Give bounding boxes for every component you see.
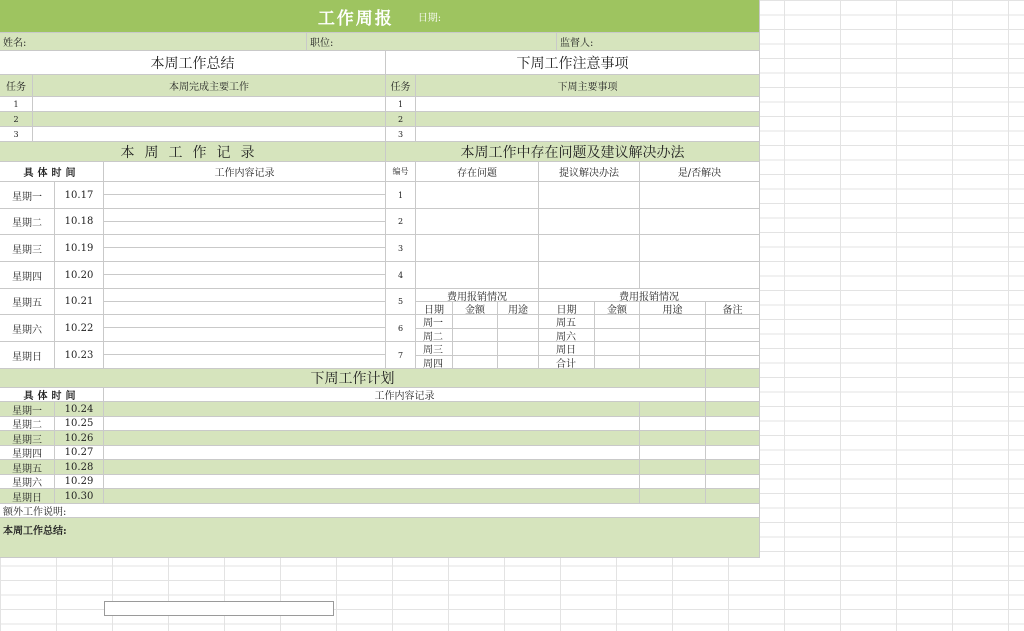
- plan-date: 10.24: [55, 402, 104, 417]
- issue-num-label: 编号: [386, 162, 416, 182]
- issue-problem-cell[interactable]: [416, 182, 539, 209]
- expense-cell[interactable]: [595, 329, 640, 342]
- plan-side-cell[interactable]: [706, 417, 760, 431]
- issue-num: 2: [386, 209, 416, 235]
- record-day: 星期五: [0, 289, 55, 315]
- plan-day: 星期四: [0, 446, 55, 460]
- record-date: 10.20: [55, 262, 104, 289]
- issue-problem-cell[interactable]: [416, 262, 539, 289]
- expense-cell[interactable]: [706, 342, 760, 356]
- next-week-notes-heading: 下周工作注意事项: [386, 51, 760, 75]
- week-summary-label: 本周工作总结:: [3, 526, 67, 537]
- issue-suggest-cell[interactable]: [539, 209, 640, 235]
- plan-day: 星期三: [0, 431, 55, 446]
- week-record-heading: 本周工作记录: [0, 142, 386, 162]
- task-label-left: 任务: [0, 75, 33, 97]
- plan-time-label: 具体时间: [0, 388, 104, 402]
- record-content-label: 工作内容记录: [104, 162, 386, 182]
- extra-work-note[interactable]: [0, 504, 760, 518]
- plan-side-cell[interactable]: [706, 475, 760, 489]
- issue-suggest-cell[interactable]: [539, 182, 640, 209]
- plan-extra-cell[interactable]: [640, 417, 706, 431]
- expense-cell[interactable]: [498, 342, 539, 356]
- expense-cell[interactable]: [595, 342, 640, 356]
- task-cell[interactable]: [416, 112, 760, 127]
- plan-content-cell[interactable]: [104, 460, 640, 475]
- record-content-cell[interactable]: [104, 222, 386, 235]
- expense-cell[interactable]: [640, 329, 706, 342]
- plan-date: 10.25: [55, 417, 104, 431]
- expense-cell[interactable]: [498, 315, 539, 329]
- record-date: 10.19: [55, 235, 104, 262]
- plan-heading-side: [706, 369, 760, 388]
- issue-suggest-cell[interactable]: [539, 235, 640, 262]
- record-date: 10.22: [55, 315, 104, 342]
- issue-resolved-cell[interactable]: [640, 182, 760, 209]
- date-label: 日期:: [417, 12, 442, 24]
- supervisor-label: 监督人:: [560, 38, 594, 49]
- expense-cell[interactable]: [453, 342, 498, 356]
- plan-side-cell[interactable]: [706, 460, 760, 475]
- task-num: 3: [386, 127, 416, 142]
- expense-use-label: 用途: [498, 302, 539, 315]
- plan-day: 星期二: [0, 417, 55, 431]
- record-day: 星期一: [0, 182, 55, 209]
- expense-cell[interactable]: [706, 356, 760, 369]
- record-day: 星期日: [0, 342, 55, 369]
- expense-cell[interactable]: [706, 315, 760, 329]
- record-date: 10.21: [55, 289, 104, 315]
- issue-num: 3: [386, 235, 416, 262]
- task-cell[interactable]: [33, 112, 386, 127]
- issue-suggest-label: 提议解决办法: [539, 162, 640, 182]
- expense-date-label: 日期: [539, 302, 595, 315]
- plan-content-cell[interactable]: [104, 402, 640, 417]
- record-day: 星期二: [0, 209, 55, 235]
- expense-cell[interactable]: [453, 329, 498, 342]
- week-main-work-label: 本周完成主要工作: [33, 75, 386, 97]
- expense-amount-label: 金额: [453, 302, 498, 315]
- expense-day: 周二: [416, 329, 453, 342]
- expense-day: 周五: [539, 315, 595, 329]
- plan-side-cell[interactable]: [706, 402, 760, 417]
- record-content-cell[interactable]: [104, 315, 386, 328]
- expense-total-label: 合计: [539, 356, 595, 369]
- expense-cell[interactable]: [453, 315, 498, 329]
- issue-num: 5: [386, 289, 416, 315]
- plan-day: 星期六: [0, 475, 55, 489]
- task-num: 1: [386, 97, 416, 112]
- task-num: 3: [0, 127, 33, 142]
- expense-date-label: 日期: [416, 302, 453, 315]
- plan-side-cell[interactable]: [706, 431, 760, 446]
- plan-date: 10.28: [55, 460, 104, 475]
- plan-extra-cell[interactable]: [640, 475, 706, 489]
- week-summary-heading: 本周工作总结: [0, 51, 386, 75]
- record-content-cell[interactable]: [104, 328, 386, 342]
- record-content-cell[interactable]: [104, 209, 386, 222]
- expense-day: 周日: [539, 342, 595, 356]
- plan-day: 星期五: [0, 460, 55, 475]
- name-label: 姓名:: [3, 38, 27, 49]
- record-time-label: 具体时间: [0, 162, 104, 182]
- plan-date: 10.27: [55, 446, 104, 460]
- record-date: 10.18: [55, 209, 104, 235]
- issue-resolved-cell[interactable]: [640, 209, 760, 235]
- expense-cell[interactable]: [453, 356, 498, 369]
- record-content-cell[interactable]: [104, 289, 386, 302]
- issue-num: 1: [386, 182, 416, 209]
- next-week-plan-heading: 下周工作计划: [0, 369, 706, 388]
- expense-note-label: 备注: [706, 302, 760, 315]
- page-title: 工作周报: [317, 8, 394, 29]
- issue-resolved-label: 是/否解决: [640, 162, 760, 182]
- task-cell[interactable]: [416, 127, 760, 142]
- plan-side-cell[interactable]: [706, 446, 760, 460]
- record-content-cell[interactable]: [104, 342, 386, 355]
- issue-resolved-cell[interactable]: [640, 235, 760, 262]
- plan-date: 10.26: [55, 431, 104, 446]
- expense-cell[interactable]: [706, 329, 760, 342]
- plan-content-cell[interactable]: [104, 446, 640, 460]
- plan-content-cell[interactable]: [104, 489, 640, 504]
- plan-day: 星期一: [0, 402, 55, 417]
- record-content-cell[interactable]: [104, 195, 386, 209]
- issue-suggest-cell[interactable]: [539, 262, 640, 289]
- record-content-cell[interactable]: [104, 355, 386, 369]
- expense-cell[interactable]: [498, 356, 539, 369]
- task-cell[interactable]: [416, 97, 760, 112]
- plan-extra-cell[interactable]: [640, 446, 706, 460]
- plan-content-cell[interactable]: [104, 431, 640, 446]
- issue-problem-cell[interactable]: [416, 235, 539, 262]
- expense-cell[interactable]: [595, 315, 640, 329]
- record-day: 星期六: [0, 315, 55, 342]
- plan-content-cell[interactable]: [104, 417, 640, 431]
- record-date: 10.17: [55, 182, 104, 209]
- expense-title-right: 费用报销情况: [539, 289, 760, 302]
- plan-side-cell[interactable]: [706, 388, 760, 402]
- task-cell[interactable]: [33, 97, 386, 112]
- record-content-cell[interactable]: [104, 248, 386, 262]
- expense-title-left: 费用报销情况: [416, 289, 539, 302]
- issue-resolved-cell[interactable]: [640, 262, 760, 289]
- task-label-right: 任务: [386, 75, 416, 97]
- plan-extra-cell[interactable]: [640, 402, 706, 417]
- record-content-cell[interactable]: [104, 262, 386, 275]
- issue-num: 6: [386, 315, 416, 342]
- plan-extra-cell[interactable]: [640, 431, 706, 446]
- expense-day: 周四: [416, 356, 453, 369]
- position-label: 职位:: [310, 38, 334, 49]
- record-content-cell[interactable]: [104, 182, 386, 195]
- name-field[interactable]: [0, 33, 307, 51]
- record-date: 10.23: [55, 342, 104, 369]
- issue-problem-cell[interactable]: [416, 209, 539, 235]
- plan-day: 星期日: [0, 489, 55, 504]
- expense-cell[interactable]: [640, 356, 706, 369]
- plan-extra-cell[interactable]: [640, 489, 706, 504]
- record-content-cell[interactable]: [104, 235, 386, 248]
- title-band: [0, 0, 760, 33]
- issue-problem-label: 存在问题: [416, 162, 539, 182]
- task-cell[interactable]: [33, 127, 386, 142]
- supervisor-field[interactable]: [557, 33, 760, 51]
- plan-content-label: 工作内容记录: [104, 388, 706, 402]
- expense-cell[interactable]: [640, 342, 706, 356]
- task-num: 2: [386, 112, 416, 127]
- record-content-cell[interactable]: [104, 302, 386, 315]
- expense-cell[interactable]: [595, 356, 640, 369]
- issue-num: 7: [386, 342, 416, 369]
- expense-cell[interactable]: [498, 329, 539, 342]
- issues-heading: 本周工作中存在问题及建议解决办法: [386, 142, 760, 162]
- plan-side-cell[interactable]: [706, 489, 760, 504]
- week-summary-box[interactable]: [0, 518, 760, 558]
- expense-use-label: 用途: [640, 302, 706, 315]
- record-day: 星期四: [0, 262, 55, 289]
- expense-day: 周三: [416, 342, 453, 356]
- extra-work-label: 额外工作说明:: [3, 507, 67, 518]
- issue-num: 4: [386, 262, 416, 289]
- plan-date: 10.30: [55, 489, 104, 504]
- record-day: 星期三: [0, 235, 55, 262]
- plan-date: 10.29: [55, 475, 104, 489]
- expense-cell[interactable]: [640, 315, 706, 329]
- expense-day: 周一: [416, 315, 453, 329]
- expense-day: 周六: [539, 329, 595, 342]
- task-num: 2: [0, 112, 33, 127]
- plan-content-cell[interactable]: [104, 475, 640, 489]
- position-field[interactable]: [307, 33, 557, 51]
- task-num: 1: [0, 97, 33, 112]
- selected-cell-outline[interactable]: [104, 601, 334, 616]
- expense-amount-label: 金额: [595, 302, 640, 315]
- plan-extra-cell[interactable]: [640, 460, 706, 475]
- record-content-cell[interactable]: [104, 275, 386, 289]
- next-week-main-label: 下周主要事项: [416, 75, 760, 97]
